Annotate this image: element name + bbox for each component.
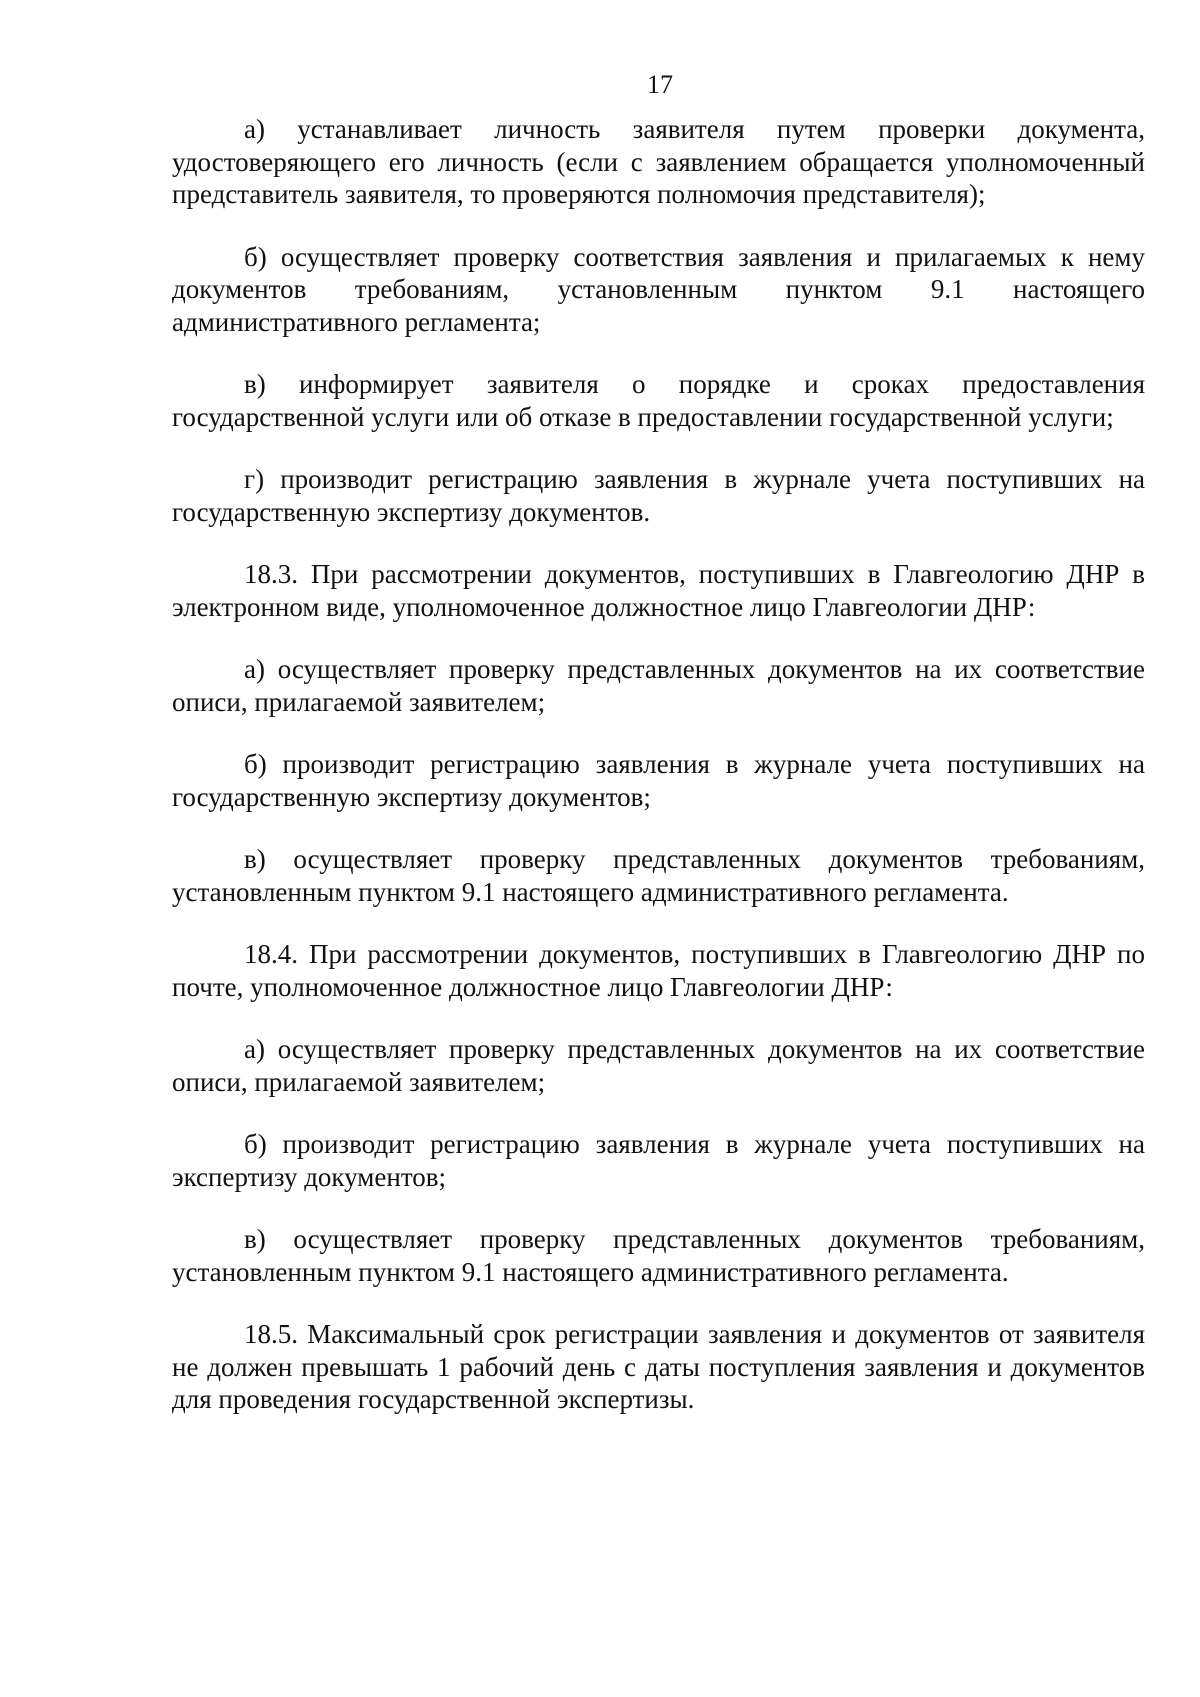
paragraph-section-18-3: 18.3. При рассмотрении документов, поступивших в Главгеологию ДНР в электронном виде, уполномоченное должностное лицо Главгеологии ДНР: xyxy=(172,559,1145,622)
document-body xyxy=(172,113,1145,1446)
paragraph-18-3-a: а) осуществляет проверку представленных документов на их соответствие описи, прилагаемой заявителем; xyxy=(172,654,1145,717)
paragraph-register-application: г) производит регистрацию заявления в журнале учета поступивших на государственную экспертизу документов. xyxy=(172,464,1145,527)
paragraph-inform-applicant: в) информирует заявителя о порядке и сроках предоставления государственной услуги или об отказе в предоставлении государственной услуги; xyxy=(172,369,1145,432)
paragraph-18-3-c: в) осуществляет проверку представленных документов требованиям, установленным пунктом 9.1 настоящего административного регламента. xyxy=(172,844,1145,907)
paragraph-section-18-5: 18.5. Максимальный срок регистрации заявления и документов от заявителя не должен превышать 1 рабочий день с даты поступления заявления и документов для проведения государственной экспертизы. xyxy=(172,1319,1145,1414)
paragraph-18-4-a: а) осуществляет проверку представленных документов на их соответствие описи, прилагаемой заявителем; xyxy=(172,1034,1145,1097)
page-number: 17 xyxy=(647,70,673,99)
paragraph-18-4-c: в) осуществляет проверку представленных документов требованиям, установленным пунктом 9.1 настоящего административного регламента. xyxy=(172,1224,1145,1287)
paragraph-section-18-4: 18.4. При рассмотрении документов, поступивших в Главгеологию ДНР по почте, уполномоченное должностное лицо Главгеологии ДНР: xyxy=(172,939,1145,1002)
paragraph-18-3-b: б) производит регистрацию заявления в журнале учета поступивших на государственную экспертизу документов; xyxy=(172,749,1145,812)
paragraph-check-compliance: б) осуществляет проверку соответствия заявления и прилагаемых к нему документов требованиям, установленным пунктом 9.1 настоящего административного регламента; xyxy=(172,241,1145,337)
paragraph-18-4-b: б) производит регистрацию заявления в журнале учета поступивших на экспертизу документов; xyxy=(172,1129,1145,1192)
paragraph-verify-identity: а) устанавливает личность заявителя путем проверки документа, удостоверяющего его личность (если с заявлением обращается уполномоченный представитель заявителя, то проверяются полномочия представителя); xyxy=(172,114,1145,209)
